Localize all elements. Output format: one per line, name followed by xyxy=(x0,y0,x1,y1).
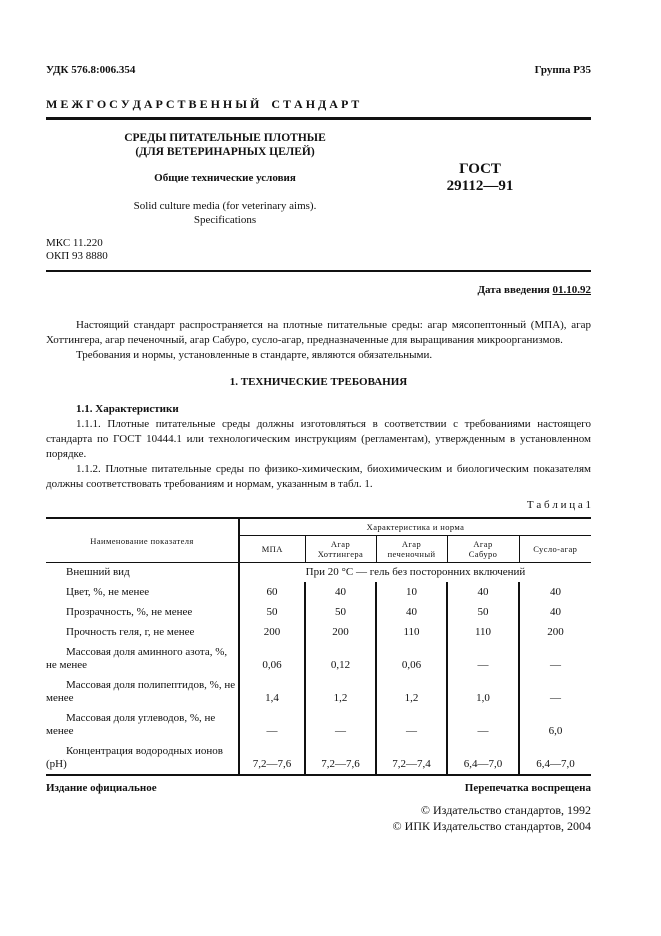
value-cell: 200 xyxy=(305,622,376,642)
value-cell: 7,2—7,4 xyxy=(376,741,447,775)
value-cell: — xyxy=(447,708,519,741)
effective-date-label: Дата введения xyxy=(477,284,553,296)
classification-codes xyxy=(46,237,108,263)
section-heading: 1. ТЕХНИЧЕСКИЕ ТРЕБОВАНИЯ xyxy=(229,376,408,388)
value-cell: — xyxy=(239,708,305,741)
indicator-name: Прочность геля, г, не менее xyxy=(66,626,195,638)
english-title xyxy=(90,199,360,227)
title-line-1: СРЕДЫ ПИТАТЕЛЬНЫЕ ПЛОТНЫЕ xyxy=(124,132,326,144)
copyright-2004: © ИПК Издательство стандартов, 2004 xyxy=(392,819,591,833)
gost-label: ГОСТ xyxy=(459,161,501,177)
value-cell: 10 xyxy=(376,582,447,602)
table-row xyxy=(46,563,591,583)
value-cell: 40 xyxy=(519,602,591,622)
subsection-heading: 1.1. Характеристики xyxy=(76,403,179,415)
title-line-2: (ДЛЯ ВЕТЕРИНАРНЫХ ЦЕЛЕЙ) xyxy=(135,146,315,158)
divider xyxy=(46,270,591,272)
table-row xyxy=(46,708,591,741)
value-cell: — xyxy=(305,708,376,741)
value-cell: 1,4 xyxy=(239,675,305,708)
value-cell: 6,4—7,0 xyxy=(519,741,591,775)
header-hottinger xyxy=(305,536,376,563)
interstate-standard-banner: М Е Ж Г О С У Д А Р С Т В Е Н Н Ы Й С Т А Н Д А Р Т xyxy=(46,97,360,111)
indicator-name: Прозрачность, %, не менее xyxy=(66,606,193,618)
value-cell: 7,2—7,6 xyxy=(239,741,305,775)
english-title-line-2: Specifications xyxy=(193,214,257,226)
value-cell: 60 xyxy=(239,582,305,602)
header-hottinger-line-1: Агар xyxy=(330,539,351,549)
value-cell: 7,2—7,6 xyxy=(305,741,376,775)
value-cell: 40 xyxy=(305,582,376,602)
header-liver xyxy=(376,536,447,563)
indicator-name: Концентрация водородных ионов (pH) xyxy=(46,745,223,770)
mandatory-paragraph: Требования и нормы, установленные в стандарте, являются обязательными. xyxy=(76,349,433,361)
mks-code: МКС 11.220 xyxy=(46,237,103,249)
english-title-line-1: Solid culture media (for veterinary aims). xyxy=(133,200,317,212)
udk-code: УДК 576.8:006.354 xyxy=(46,64,136,76)
table-row xyxy=(46,642,591,675)
header-sabouraud-line-2: Сабуро xyxy=(468,549,498,559)
table-row xyxy=(46,675,591,708)
effective-date-value: 01.10.92 xyxy=(552,284,591,296)
reprint-notice: Перепечатка воспрещена xyxy=(464,782,591,794)
value-cell: 40 xyxy=(447,582,519,602)
header-liver-line-1: Агар xyxy=(401,539,422,549)
value-cell: 0,06 xyxy=(239,642,305,675)
value-cell: 110 xyxy=(447,622,519,642)
table-1 xyxy=(46,517,591,776)
paragraph-1-1-1: 1.1.1. Плотные питательные среды должны изготовляться в соответствии с требованиями настоящего стандарта по ГОСТ 10444.1 или технологическим инструкциям (регламентам), утвержденным в установленном порядке. xyxy=(46,418,591,460)
table-row xyxy=(46,582,591,602)
indicator-name: Массовая доля полипептидов, %, не менее xyxy=(46,679,236,704)
value-cell: 1,2 xyxy=(376,675,447,708)
copyright-1992: © Издательство стандартов, 1992 xyxy=(420,803,591,817)
official-edition: Издание официальное xyxy=(46,782,157,794)
indicator-name: Массовая доля углеводов, %, не менее xyxy=(46,712,216,737)
header-liver-line-2: печеночный xyxy=(387,549,436,559)
gost-code: 29112—91 xyxy=(446,178,514,194)
group-code: Группа Р35 xyxy=(534,64,591,76)
indicator-name: Цвет, %, не менее xyxy=(66,586,150,598)
document-title xyxy=(90,131,360,159)
header-mpa xyxy=(239,536,305,563)
header-wort-agar-label: Сусло-агар xyxy=(533,544,578,554)
divider xyxy=(46,117,591,120)
table-row xyxy=(46,622,591,642)
indicator-name: Массовая доля аминного азота, %, не менее xyxy=(46,646,228,671)
value-cell: 0,12 xyxy=(305,642,376,675)
table-row xyxy=(46,602,591,622)
value-cell: 40 xyxy=(376,602,447,622)
value-cell: 1,2 xyxy=(305,675,376,708)
value-cell: 6,0 xyxy=(519,708,591,741)
effective-date xyxy=(477,284,591,296)
value-cell: 40 xyxy=(519,582,591,602)
document-subtitle: Общие технические условия xyxy=(154,172,296,184)
value-cell: 1,0 xyxy=(447,675,519,708)
header-characteristics: Характеристика и норма xyxy=(239,518,591,536)
value-cell: 50 xyxy=(239,602,305,622)
value-cell: 6,4—7,0 xyxy=(447,741,519,775)
footer-row xyxy=(46,782,591,794)
value-cell: 200 xyxy=(239,622,305,642)
value-cell: — xyxy=(447,642,519,675)
appearance-value: При 20 °С — гель без посторонних включений xyxy=(239,563,591,583)
value-cell: — xyxy=(519,675,591,708)
value-cell: 110 xyxy=(376,622,447,642)
value-cell: 200 xyxy=(519,622,591,642)
intro-paragraph: Настоящий стандарт распространяется на плотные питательные среды: агар мясопептонный (МПА), агар Хоттингера, агар печеночный, агар Сабуро, сусло-агар, предназначенные для выращивания микроорганизмов. xyxy=(46,319,591,346)
table-label: Т а б л и ц а 1 xyxy=(526,499,591,511)
value-cell: — xyxy=(519,642,591,675)
paragraph-1-1-2: 1.1.2. Плотные питательные среды по физико-химическим, биохимическим и биологическим показателям должны соответствовать требованиям и нормам, указанным в табл. 1. xyxy=(46,463,591,490)
okp-code: ОКП 93 8880 xyxy=(46,250,108,262)
header-sabouraud-line-1: Агар xyxy=(473,539,493,549)
value-cell: 50 xyxy=(305,602,376,622)
header-mpa-label: МПА xyxy=(261,544,283,554)
indicator-name: Внешний вид xyxy=(66,566,130,578)
gost-number xyxy=(420,161,540,195)
value-cell: 50 xyxy=(447,602,519,622)
header-hottinger-line-2: Хоттингера xyxy=(317,549,364,559)
header-sabouraud xyxy=(447,536,519,563)
header-wort-agar xyxy=(519,536,591,563)
header-indicator-name: Наименование показателя xyxy=(46,518,239,563)
document-body xyxy=(46,318,591,834)
value-cell: 0,06 xyxy=(376,642,447,675)
table-row xyxy=(46,741,591,775)
value-cell: — xyxy=(376,708,447,741)
